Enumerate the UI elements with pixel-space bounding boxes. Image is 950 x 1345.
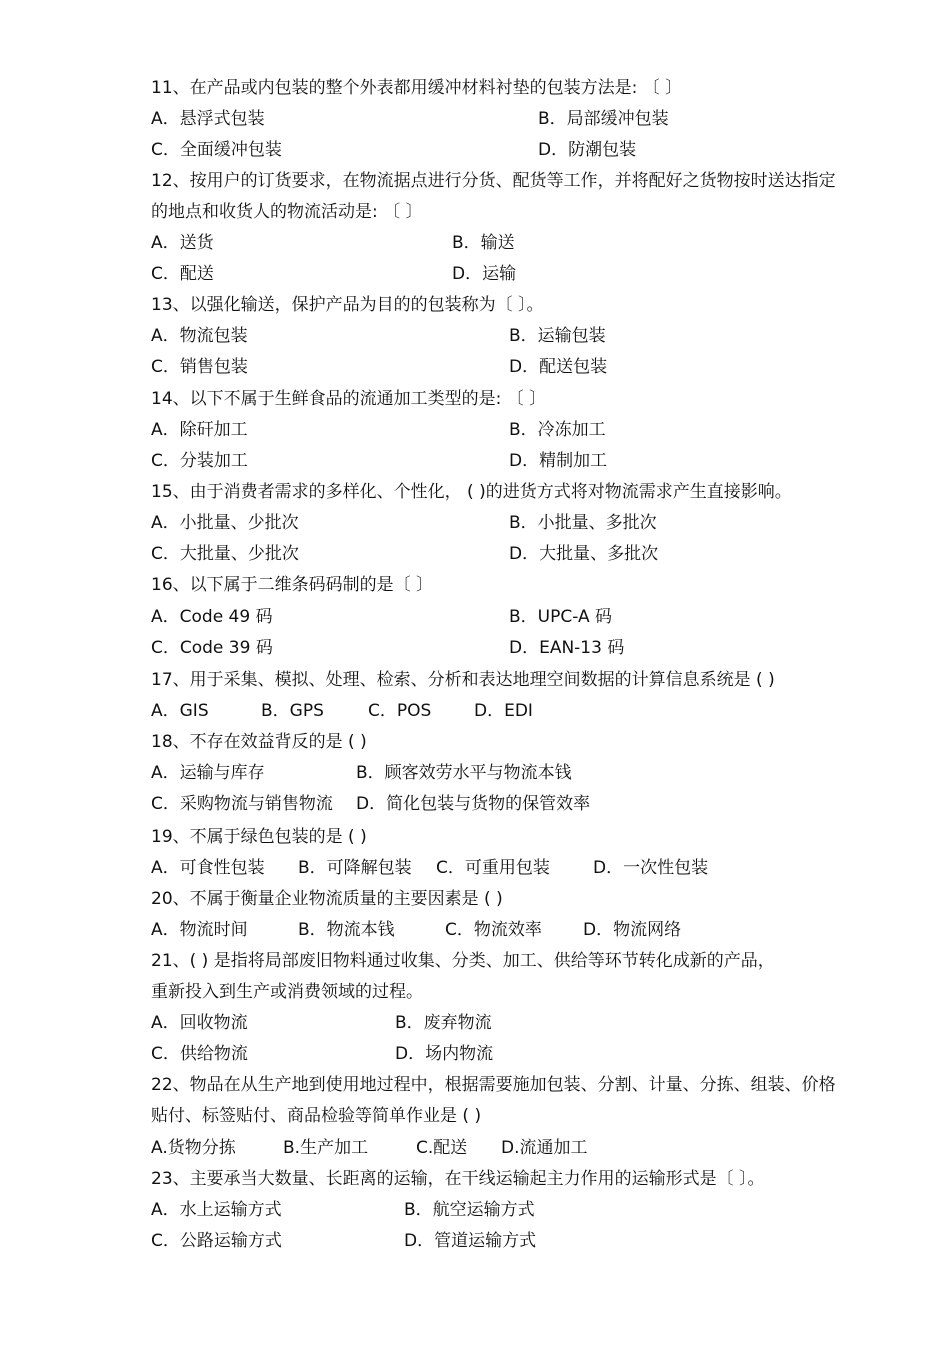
answer-option: C．POS: [368, 701, 432, 721]
question-15-options-row: [151, 543, 910, 565]
answer-option: B．GPS: [261, 701, 324, 721]
answer-option: A．GIS: [151, 701, 209, 721]
question-21-options-row: [151, 1012, 910, 1034]
question-14-options-row: [151, 450, 910, 472]
answer-option: D．EDI: [474, 701, 533, 721]
answer-option: A．水上运输方式: [151, 1200, 282, 1220]
question-13-options-row: [151, 356, 910, 378]
answer-option: C．公路运输方式: [151, 1231, 282, 1251]
answer-option: D．EAN-13 码: [509, 638, 625, 658]
answer-option: A．物流时间: [151, 920, 248, 940]
answer-option: B．运输包装: [509, 326, 606, 346]
answer-option: C．物流效率: [445, 920, 542, 940]
question-22-options-row: [151, 1137, 910, 1159]
question-17-options-row: [151, 700, 910, 722]
question-17-stem-line: 17、用于采集、模拟、处理、检索、分析和表达地理空间数据的计算信息系统是 ( ): [151, 670, 775, 690]
question-19-stem-line: 19、不属于绿色包装的是 ( ): [151, 827, 367, 847]
question-14-stem-line: 14、以下不属于生鲜食品的流通加工类型的是: 〔 〕: [151, 389, 547, 409]
answer-option: B．物流本钱: [298, 920, 395, 940]
answer-option: C．可重用包装: [436, 858, 550, 878]
question-12-stem-line: 的地点和收货人的物流活动是: 〔 〕: [151, 202, 423, 222]
question-23-options-row: [151, 1230, 910, 1252]
question-12-stem-line: 12、按用户的订货要求，在物流据点进行分货、配货等工作，并将配好之货物按时送达指定: [151, 171, 836, 191]
answer-option: A．物流包装: [151, 326, 248, 346]
answer-option: C．采购物流与销售物流: [151, 794, 333, 814]
answer-option: D．配送包装: [509, 357, 608, 377]
question-16-options-row: [151, 606, 910, 628]
answer-option: B．输送: [452, 233, 515, 253]
question-23-stem-line: 23、主要承当大数量、长距离的运输，在干线运输起主力作用的运输形式是〔 〕。: [151, 1169, 765, 1189]
question-16-options-row: [151, 637, 910, 659]
answer-option: C．分装加工: [151, 451, 248, 471]
answer-option: A．Code 49 码: [151, 607, 273, 627]
answer-option: D．场内物流: [395, 1044, 494, 1064]
answer-option: B．小批量、多批次: [509, 513, 657, 533]
answer-option: B．废弃物流: [395, 1013, 492, 1033]
question-12-options-row: [151, 263, 910, 285]
question-16-stem-line: 16、以下属于二维条码码制的是〔 〕: [151, 575, 434, 595]
question-21-stem-line: 21、( ) 是指将局部废旧物料通过收集、分类、加工、供给等环节转化成新的产品，: [151, 951, 775, 971]
answer-option: C．销售包装: [151, 357, 248, 377]
answer-option: C．大批量、少批次: [151, 544, 299, 564]
answer-option: A.货物分拣: [151, 1138, 236, 1158]
answer-option: D.流通加工: [501, 1138, 588, 1158]
question-22-stem-line: 22、物品在从生产地到使用地过程中，根据需要施加包装、分割、计量、分拣、组装、价格: [151, 1075, 836, 1095]
answer-option: D．精制加工: [509, 451, 608, 471]
question-23-options-row: [151, 1199, 910, 1221]
question-22-stem-line: 贴付、标签贴付、商品检验等简单作业是 ( ): [151, 1106, 482, 1126]
answer-option: C．全面缓冲包装: [151, 140, 282, 160]
answer-option: A．可食性包装: [151, 858, 265, 878]
answer-option: A．除矸加工: [151, 420, 248, 440]
question-11-stem-line: 11、在产品或内包装的整个外表都用缓冲材料衬垫的包装方法是: 〔 〕: [151, 78, 683, 98]
question-13-options-row: [151, 325, 910, 347]
answer-option: C.配送: [416, 1138, 468, 1158]
answer-option: B．可降解包装: [298, 858, 412, 878]
answer-option: B．冷冻加工: [509, 420, 606, 440]
question-21-stem-line: 重新投入到生产或消费领域的过程。: [151, 982, 423, 1002]
question-18-options-row: [151, 762, 910, 784]
question-20-stem-line: 20、不属于衡量企业物流质量的主要因素是 ( ): [151, 889, 503, 909]
question-21-options-row: [151, 1043, 910, 1065]
answer-option: B．顾客效劳水平与物流本钱: [356, 763, 572, 783]
answer-option: A．小批量、少批次: [151, 513, 299, 533]
answer-option: D．管道运输方式: [404, 1231, 537, 1251]
answer-option: A．悬浮式包装: [151, 109, 265, 129]
answer-option: B.生产加工: [283, 1138, 369, 1158]
question-19-options-row: [151, 857, 910, 879]
question-12-options-row: [151, 232, 910, 254]
question-13-stem-line: 13、以强化输送，保护产品为目的的包装称为〔 〕。: [151, 295, 544, 315]
answer-option: C．配送: [151, 264, 214, 284]
question-15-stem-line: 15、由于消费者需求的多样化、个性化， ( )的进货方式将对物流需求产生直接影响。: [151, 482, 792, 502]
question-11-options-row: [151, 139, 910, 161]
answer-option: C．供给物流: [151, 1044, 248, 1064]
answer-option: A．回收物流: [151, 1013, 248, 1033]
question-18-options-row: [151, 793, 910, 815]
answer-option: B．局部缓冲包装: [538, 109, 669, 129]
answer-option: A．运输与库存: [151, 763, 265, 783]
answer-option: D．防潮包装: [538, 140, 637, 160]
question-20-options-row: [151, 919, 910, 941]
question-14-options-row: [151, 419, 910, 441]
answer-option: B．UPC-A 码: [509, 607, 613, 627]
answer-option: D．大批量、多批次: [509, 544, 659, 564]
answer-option: D．物流网络: [583, 920, 682, 940]
answer-option: D．运输: [452, 264, 517, 284]
answer-option: C．Code 39 码: [151, 638, 273, 658]
answer-option: A．送货: [151, 233, 214, 253]
question-15-options-row: [151, 512, 910, 534]
answer-option: D．简化包装与货物的保管效率: [356, 794, 591, 814]
question-11-options-row: [151, 108, 910, 130]
answer-option: B．航空运输方式: [404, 1200, 535, 1220]
answer-option: D．一次性包装: [593, 858, 709, 878]
question-18-stem-line: 18、不存在效益背反的是 ( ): [151, 732, 367, 752]
